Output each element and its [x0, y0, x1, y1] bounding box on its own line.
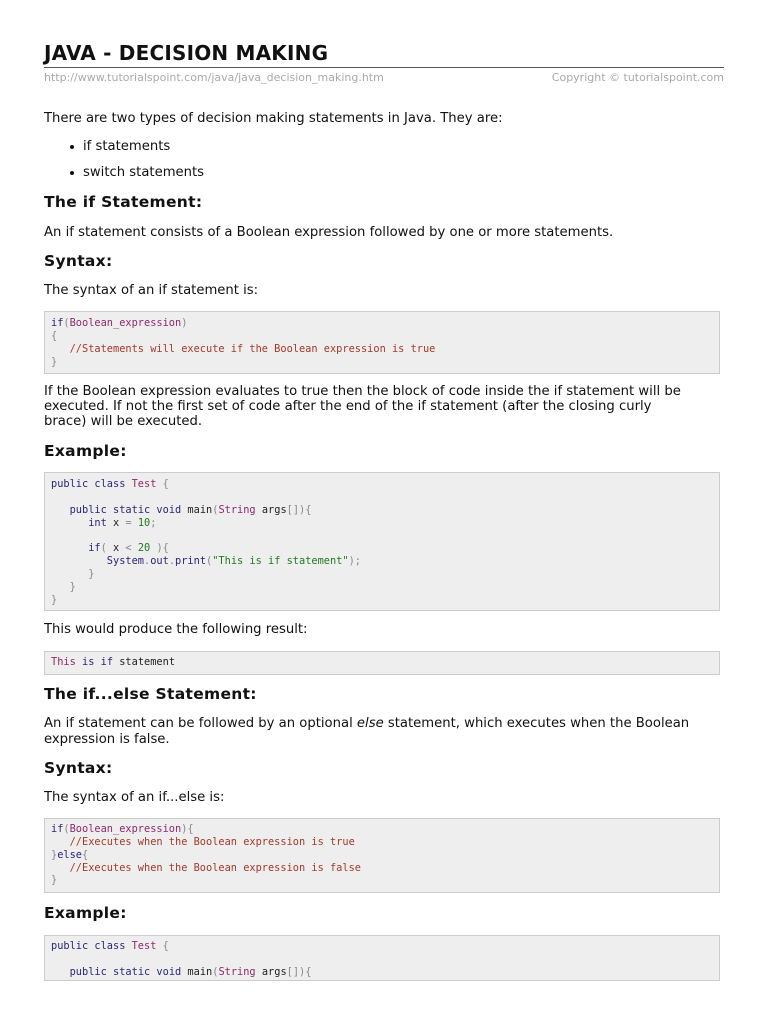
code-token: void [156, 965, 182, 978]
code-token: ( [212, 503, 219, 516]
code-token: x [106, 516, 126, 529]
if-explanation-line: If the Boolean expression evaluates to true then the block of code inside the if statement will be [44, 384, 681, 399]
code-token: public [51, 478, 89, 490]
code-token: public [69, 965, 107, 978]
example-heading: Example: [44, 442, 127, 460]
code-token: x [106, 542, 126, 555]
code-token: static [113, 503, 151, 516]
result-intro: This would produce the following result: [44, 622, 308, 637]
code-block-if-output [44, 651, 720, 675]
code-block-if-syntax [44, 311, 720, 374]
section-heading-ifelse: The if...else Statement: [44, 685, 257, 703]
code-token [51, 542, 88, 554]
code-token [51, 555, 107, 567]
source-url: http://www.tutorialspoint.com/java/java_decision_making.htm [44, 71, 384, 84]
code-token: } [51, 874, 58, 887]
code-token [51, 836, 70, 848]
code-token: ( [63, 317, 70, 329]
code-token [51, 504, 70, 516]
code-token: args [255, 503, 287, 516]
code-token: if [51, 823, 64, 835]
code-token: . [168, 555, 176, 568]
code-token: { [51, 329, 58, 342]
code-token: This [51, 656, 76, 668]
code-token: = [125, 516, 132, 529]
code-line [51, 330, 57, 343]
code-line [51, 836, 355, 849]
if-explanation-line: brace) will be executed. [44, 414, 203, 429]
code-token: Test [131, 940, 157, 952]
code-line [51, 542, 169, 555]
code-token: Boolean_expression [69, 317, 182, 329]
if-explanation-line: executed. If not the first set of code after the end of the if statement (after the closing curly [44, 399, 652, 414]
code-line [51, 966, 311, 979]
code-token: { [82, 848, 89, 861]
syntax-heading: Syntax: [44, 759, 113, 777]
code-token [51, 862, 70, 874]
code-token: } [51, 593, 58, 606]
copyright-notice: Copyright © tutorialspoint.com [551, 71, 724, 84]
code-token: is [82, 656, 95, 668]
syntax-intro: The syntax of an if...else is: [44, 790, 225, 805]
code-token: < [125, 542, 132, 555]
code-line [51, 478, 169, 491]
code-line [51, 862, 361, 875]
code-token: ( [63, 823, 70, 835]
code-token: class [94, 940, 126, 952]
code-token: ( [100, 542, 107, 555]
code-token: } [51, 848, 58, 861]
page-title: JAVA - DECISION MAKING [44, 41, 329, 65]
code-line [51, 849, 88, 862]
code-token: if [88, 542, 101, 555]
code-token [51, 517, 88, 529]
code-token: { [162, 940, 169, 952]
code-token: statement [113, 656, 176, 668]
code-token: System [106, 555, 144, 568]
code-token: ) [181, 317, 188, 329]
code-token: ){ [156, 542, 169, 555]
code-token: Test [131, 478, 157, 490]
code-token: []){ [286, 965, 312, 978]
code-block-ifelse-example [44, 935, 720, 981]
code-token: args [255, 965, 287, 978]
code-token: 20 [137, 542, 151, 555]
code-token: int [88, 516, 107, 529]
code-block-ifelse-syntax [44, 818, 720, 893]
code-line [51, 356, 57, 369]
code-token: } [69, 580, 76, 593]
code-token: "This is if statement" [212, 555, 349, 568]
code-token: ( [212, 965, 219, 978]
code-token: //Executes when the Boolean expression is true [69, 835, 355, 848]
code-token [51, 343, 70, 355]
code-token: public [51, 940, 89, 952]
syntax-intro: The syntax of an if statement is: [44, 283, 259, 298]
ifelse-description-line: An if statement can be followed by an optional else statement, which executes when the Boolean [44, 716, 690, 731]
list-item: switch statements [44, 165, 204, 191]
list-item: if statements [44, 139, 204, 165]
code-token: if [100, 656, 114, 668]
code-token: ( [206, 555, 213, 568]
code-line [51, 555, 361, 568]
code-token: class [94, 478, 126, 490]
code-line [51, 568, 94, 581]
code-line [51, 656, 175, 669]
code-token: } [51, 355, 58, 368]
code-line [51, 343, 435, 356]
if-description: An if statement consists of a Boolean expression followed by one or more statements. [44, 225, 614, 240]
code-token: Boolean_expression [69, 823, 182, 835]
code-line [51, 594, 57, 607]
code-token: out [150, 555, 169, 568]
code-token: 10 [137, 516, 151, 529]
code-token: main [181, 965, 213, 978]
intro-paragraph: There are two types of decision making statements in Java. They are: [44, 111, 503, 126]
code-token [51, 568, 88, 580]
code-token [51, 581, 70, 593]
code-token: String [218, 965, 256, 978]
ifelse-description-line: expression is false. [44, 732, 170, 747]
code-token [51, 966, 70, 978]
code-token: static [113, 965, 151, 978]
code-token: { [162, 478, 169, 490]
code-token: []){ [286, 503, 312, 516]
code-line [51, 317, 187, 330]
code-token: public [69, 503, 107, 516]
code-line [51, 823, 194, 836]
code-line [51, 517, 156, 530]
code-token: if [51, 317, 64, 329]
section-heading-if: The if Statement: [44, 193, 203, 211]
code-token: //Executes when the Boolean expression is false [69, 861, 361, 874]
example-heading: Example: [44, 904, 127, 922]
code-line [51, 874, 57, 887]
code-token: ){ [181, 823, 194, 835]
syntax-heading: Syntax: [44, 252, 113, 270]
statement-types-list [44, 139, 204, 191]
code-token: String [218, 503, 256, 516]
code-token: void [156, 503, 182, 516]
code-line [51, 581, 76, 594]
code-token: } [88, 567, 95, 580]
code-line [51, 504, 311, 517]
code-token: . [144, 555, 151, 568]
title-divider [44, 67, 724, 68]
code-token: main [181, 503, 213, 516]
code-token: ); [348, 555, 362, 568]
code-token: //Statements will execute if the Boolean expression is true [69, 342, 436, 355]
code-token: ; [150, 516, 157, 529]
code-token: print [175, 555, 207, 568]
code-line [51, 940, 169, 953]
code-token: else [57, 848, 83, 861]
code-block-if-example [44, 472, 720, 611]
